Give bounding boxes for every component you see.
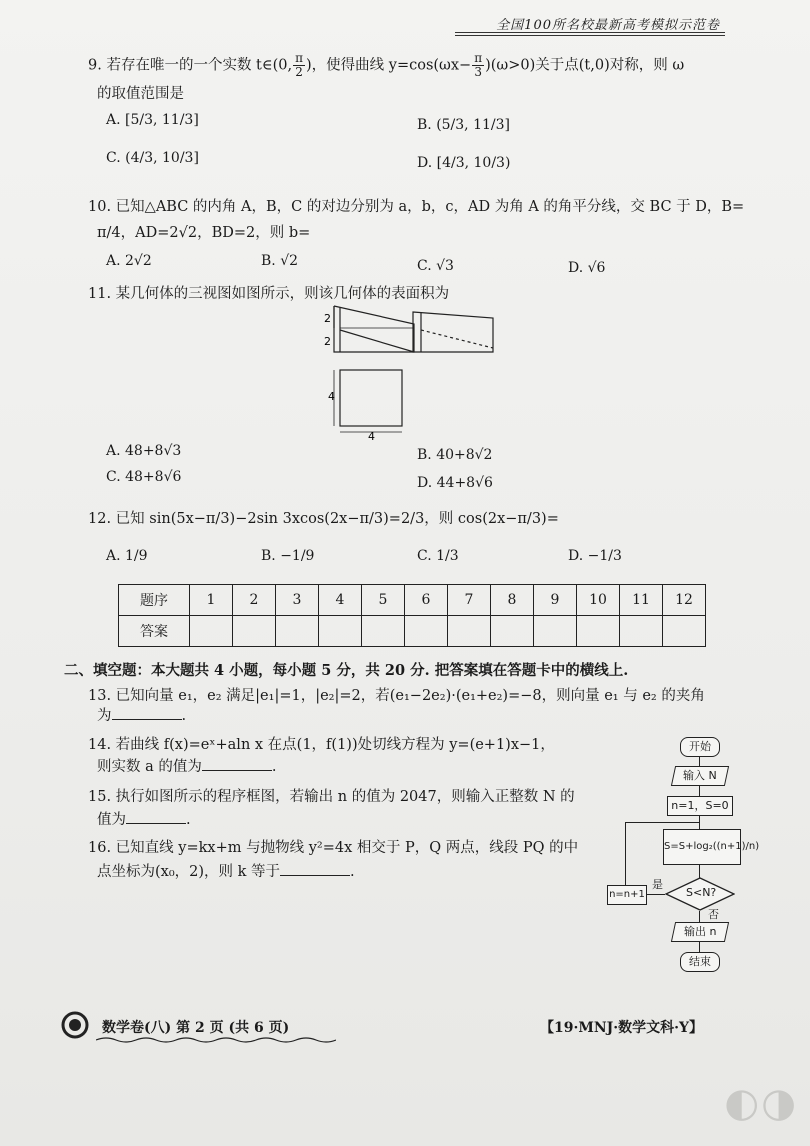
flowchart-update: S=S+log₂((n+1)/n) (663, 829, 741, 865)
q11-option-d: D. 44+8√6 (417, 475, 493, 491)
q12-option-b: B. −1/9 (261, 548, 315, 564)
answer-cell[interactable] (534, 616, 577, 647)
q9-option-a: A. [5/3, 11/3] (106, 112, 199, 128)
flowchart-end: 结束 (680, 952, 720, 972)
question-number: 11 (620, 585, 663, 616)
q9-text-a: 9. 若存在唯一的一个实数 t∈(0, (88, 57, 293, 74)
dim-label-2: 2 (324, 335, 331, 348)
flow-arrow (699, 815, 700, 829)
flowchart-increment: n=n+1 (607, 885, 647, 905)
answer-table-answer-row (119, 616, 706, 647)
answer-cell[interactable] (620, 616, 663, 647)
flowchart-init: n=1，S=0 (667, 796, 733, 816)
front-view-outline (334, 306, 414, 352)
dim-label-3: 4 (328, 390, 335, 403)
flowchart-input: 输入 N (671, 766, 729, 786)
flow-arrow (699, 785, 700, 796)
header-title: 全国100所名校最新高考模拟示范卷 (496, 18, 720, 33)
q9-text-b: )，使得曲线 y=cos(ωx− (306, 57, 472, 74)
flow-loop-line (625, 822, 699, 823)
q9-option-d: D. [4/3, 10/3) (417, 155, 511, 171)
question-number: 1 (190, 585, 233, 616)
question-number: 10 (577, 585, 620, 616)
q16-stem: 16. 已知直线 y=kx+m 与抛物线 y²=4x 相交于 P，Q 两点，线段 PQ 的中 (88, 840, 579, 856)
flowchart-condition-label: S<N? (686, 886, 717, 899)
q9-frac-pi-2: $\frac{\pi}{2}$ (295, 51, 303, 79)
flow-arrow (645, 894, 665, 895)
q12-option-d: D. −1/3 (568, 548, 622, 564)
q13-answer-blank[interactable] (112, 707, 182, 720)
q9-option-c: C. (4/3, 10/3] (106, 150, 199, 166)
q11-option-c: C. 48+8√6 (106, 469, 182, 485)
answer-table-header-row (119, 585, 706, 616)
answer-table-answer-label: 答案 (119, 616, 190, 647)
flowchart-start: 开始 (680, 737, 720, 757)
answer-cell[interactable] (233, 616, 276, 647)
q10-option-d: D. √6 (568, 260, 606, 276)
q9-frac-pi-3: $\frac{\pi}{3}$ (474, 51, 483, 79)
q11-stem: 11. 某几何体的三视图如图所示，则该几何体的表面积为 (88, 286, 450, 302)
q12-option-a: A. 1/9 (106, 548, 148, 564)
answer-cell[interactable] (448, 616, 491, 647)
footer-page-info: 数学卷(八) 第 2 页 (共 6 页) (102, 1020, 290, 1036)
question-number: 7 (448, 585, 491, 616)
question-number: 4 (319, 585, 362, 616)
question-number: 6 (405, 585, 448, 616)
q16-answer-blank[interactable] (280, 863, 350, 876)
question-number: 3 (276, 585, 319, 616)
q14-stem-line2: 则实数 a 的值为 . (97, 759, 277, 775)
header-rule-2 (455, 35, 725, 36)
q10-option-a: A. 2√2 (106, 253, 152, 269)
flow-loop-line (625, 822, 626, 885)
question-number: 9 (534, 585, 577, 616)
q16-stem-line2: 点坐标为(x₀，2)，则 k 等于 . (97, 864, 355, 880)
q9-stem-line2: 的取值范围是 (97, 86, 184, 102)
question-number: 5 (362, 585, 405, 616)
q10-option-c: C. √3 (417, 258, 454, 274)
question-number: 2 (233, 585, 276, 616)
q9-text-c: )(ω>0)关于点(t,0)对称，则 ω (485, 57, 685, 74)
q12-stem: 12. 已知 sin(5x−π/3)−2sin 3xcos(2x−π/3)=2/3，则 cos(2x−π/3)= (88, 511, 559, 527)
answer-cell[interactable] (276, 616, 319, 647)
flowchart-output: 输出 n (671, 922, 729, 942)
answer-cell[interactable] (190, 616, 233, 647)
flowchart-yes-label: 是 (652, 878, 663, 891)
q10-stem-line2: π/4，AD=2√2，BD=2，则 b= (97, 225, 311, 241)
q15-stem-line2: 值为 . (97, 812, 191, 828)
answer-table (118, 584, 706, 647)
answer-table-row-label: 题序 (119, 585, 190, 616)
flow-arrow (699, 911, 700, 922)
flow-arrow (699, 864, 700, 878)
answer-cell[interactable] (491, 616, 534, 647)
answer-cell[interactable] (405, 616, 448, 647)
answer-cell[interactable] (362, 616, 405, 647)
q11-option-b: B. 40+8√2 (417, 447, 493, 463)
q9-option-b: B. (5/3, 11/3] (417, 117, 510, 133)
q15-stem: 15. 执行如图所示的程序框图，若输出 n 的值为 2047，则输入正整数 N 的 (88, 789, 575, 805)
q10-option-b: B. √2 (261, 253, 299, 269)
question-number: 12 (663, 585, 706, 616)
q13-stem: 13. 已知向量 e₁，e₂ 满足|e₁|=1，|e₂|=2，若(e₁−2e₂)·(e₁+e₂)=−8，则向量 e₁ 与 e₂ 的夹角 (88, 688, 705, 704)
q9-stem (88, 52, 684, 79)
q14-answer-blank[interactable] (202, 758, 272, 771)
question-number: 8 (491, 585, 534, 616)
flowchart-no-label: 否 (708, 908, 719, 921)
watermark-logo-icon: ◐◑ (724, 1080, 798, 1126)
q14-stem: 14. 若曲线 f(x)=eˣ+aln x 在点(1，f(1))处切线方程为 y=(e+1)x−1， (88, 737, 555, 753)
answer-cell[interactable] (577, 616, 620, 647)
q12-option-c: C. 1/3 (417, 548, 459, 564)
answer-cell[interactable] (663, 616, 706, 647)
footer-wavy-underline (96, 1036, 336, 1044)
q13-stem-line2: 为 . (97, 708, 187, 724)
flow-arrow (699, 941, 700, 952)
dim-label-1: 2 (324, 312, 331, 325)
section-heading-fill-in: 二、填空题：本大题共 4 小题，每小题 5 分，共 20 分. 把答案填在答题卡中的横线上. (64, 662, 629, 679)
flow-arrow (699, 756, 700, 766)
three-view-diagram (318, 300, 498, 440)
header-rule (455, 32, 725, 33)
q11-option-a: A. 48+8√3 (106, 443, 182, 459)
footer-code: 【19·MNJ·数学文科·Y】 (540, 1020, 704, 1036)
q15-answer-blank[interactable] (126, 811, 186, 824)
answer-cell[interactable] (319, 616, 362, 647)
q10-stem: 10. 已知△ABC 的内角 A，B，C 的对边分别为 a，b，c，AD 为角 A 的角平分线，交 BC 于 D，B= (88, 199, 745, 215)
dim-label-4: 4 (368, 430, 375, 440)
footer-logo-icon (60, 1010, 90, 1040)
